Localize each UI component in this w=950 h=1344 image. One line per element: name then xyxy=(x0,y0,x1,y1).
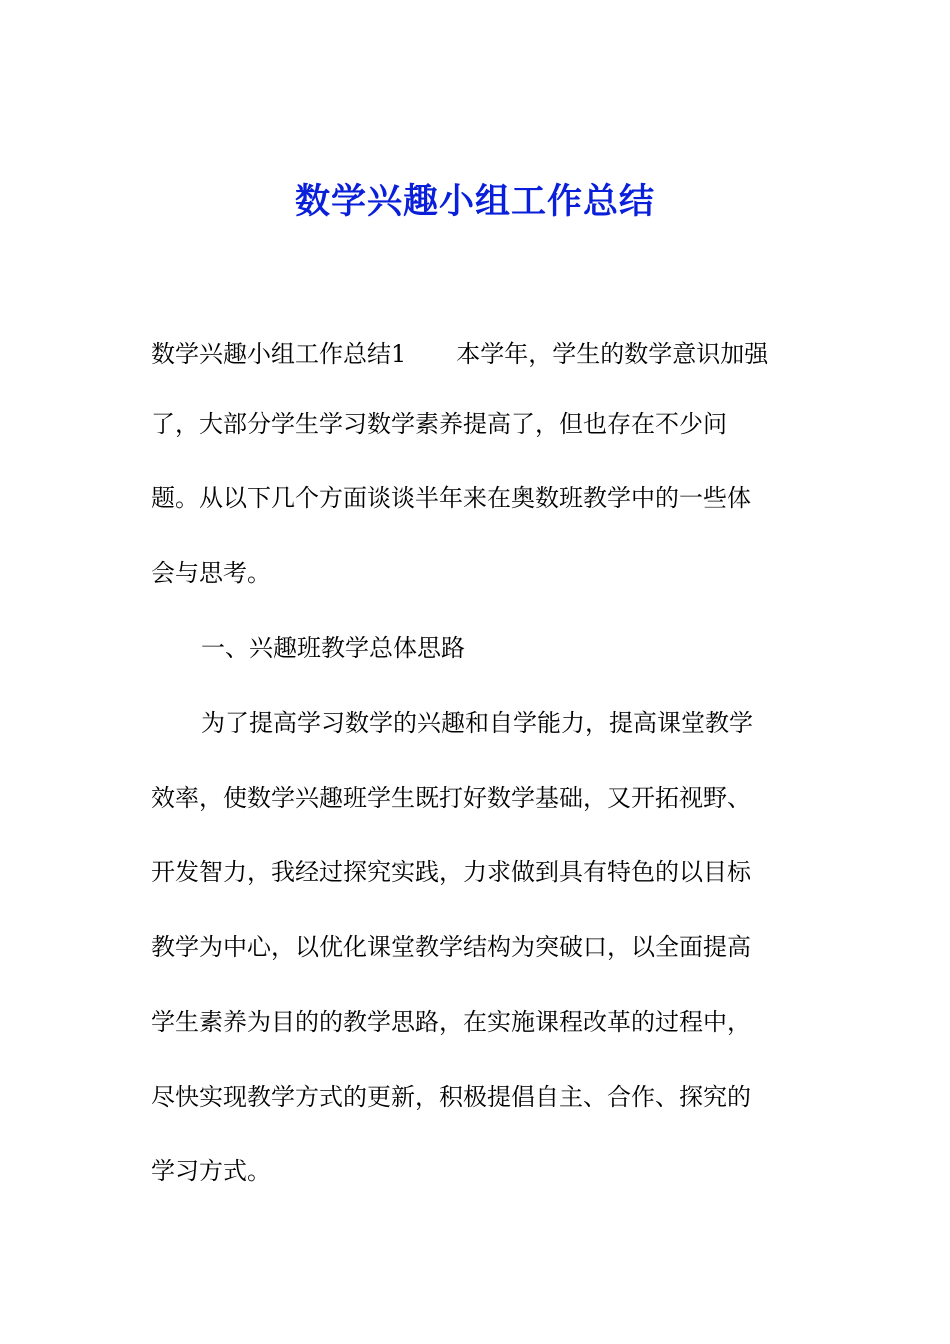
section-heading: 一、兴趣班教学总体思路 xyxy=(201,634,465,662)
paragraph-line: 会与思考。 xyxy=(151,559,271,587)
intro-text: 本学年，学生的数学意识加强 xyxy=(456,340,769,368)
paragraph-line: 教学为中心，以优化课堂教学结构为突破口，以全面提高 xyxy=(151,933,751,961)
paragraph-line: 开发智力，我经过探究实践，力求做到具有特色的以目标 xyxy=(151,858,751,886)
paragraph-line: 效率，使数学兴趣班学生既打好数学基础，又开拓视野、 xyxy=(151,784,751,812)
paragraph-line: 学习方式。 xyxy=(151,1157,271,1185)
paragraph-line: 尽快实现教学方式的更新，积极提倡自主、合作、探究的 xyxy=(151,1083,751,1111)
paragraph-line: 了，大部分学生学习数学素养提高了，但也存在不少问 xyxy=(151,410,727,438)
paragraph-line: 学生素养为目的的教学思路，在实施课程改革的过程中， xyxy=(151,1008,751,1036)
paragraph-line: 题。从以下几个方面谈谈半年来在奥数班教学中的一些体 xyxy=(151,484,751,512)
paragraph-line xyxy=(151,336,768,372)
paragraph-line: 为了提高学习数学的兴趣和自学能力，提高课堂教学 xyxy=(201,709,753,737)
intro-heading: 数学兴趣小组工作总结1 xyxy=(151,340,407,368)
document-title: 数学兴趣小组工作总结 xyxy=(294,182,655,222)
